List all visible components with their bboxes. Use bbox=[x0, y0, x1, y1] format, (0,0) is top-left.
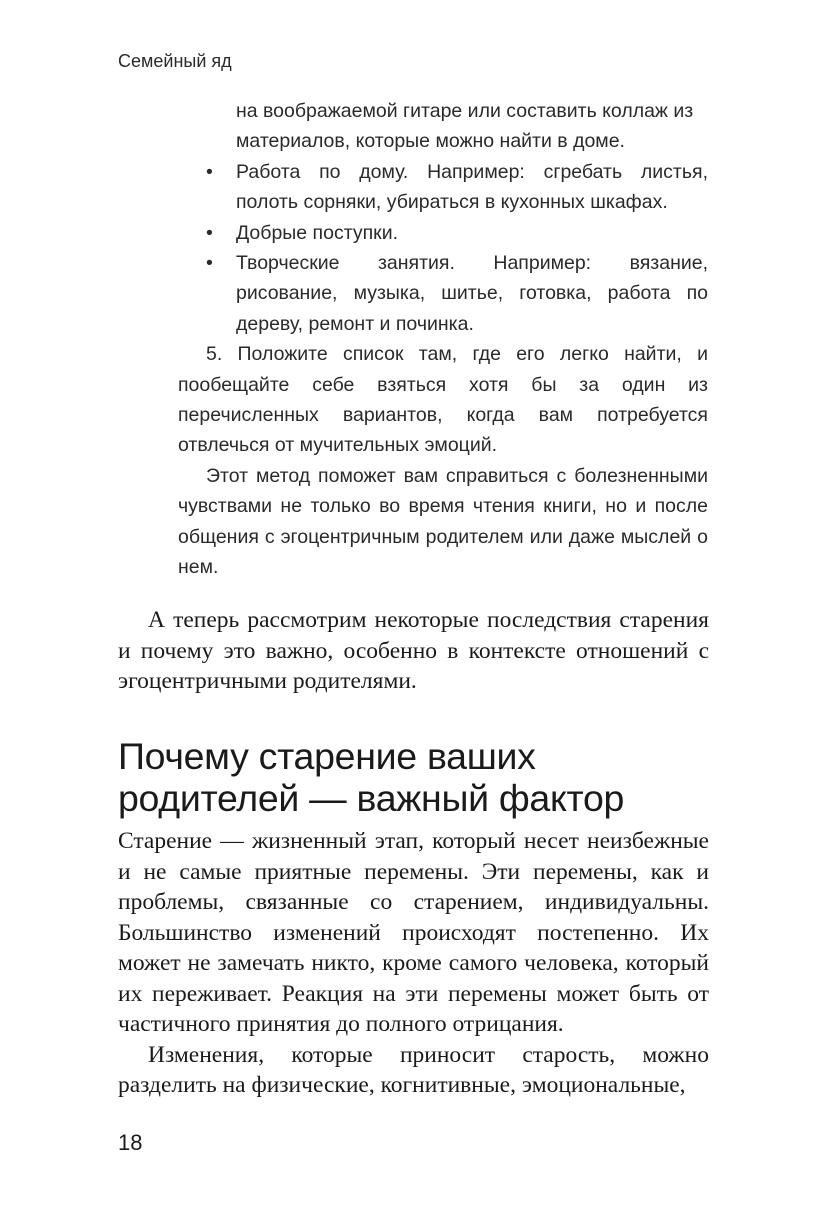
section-body bbox=[118, 826, 709, 1101]
list-item-text: Работа по дому. Например: сгребать листья, полоть сорняки, убираться в кухонных шкафах. bbox=[236, 160, 708, 214]
continuation-line: материалов, которые можно найти в доме. bbox=[236, 130, 625, 153]
exercise-step-5: 5. Положите список там, где его легко найти, и пообещайте себе взяться хотя бы за один из перечисленных вариантов, когда вам потребуется отвлечься от мучительных эмоций. bbox=[178, 343, 708, 457]
exercise-bullet-list bbox=[178, 157, 708, 339]
list-item-text: Творческие занятия. Например: вязание, рисование, музыка, шитье, готовка, работа по дереву, ремонт и починка. bbox=[236, 252, 708, 335]
exercise-box bbox=[178, 96, 708, 583]
body-paragraph: Изменения, которые приносит старость, можно разделить на физические, когнитивные, эмоциональные, bbox=[118, 1041, 709, 1098]
section-heading: Почему старение ваших родителей — важный фактор bbox=[118, 735, 625, 819]
bullet-icon: • bbox=[206, 160, 213, 183]
body-paragraph: Старение — жизненный этап, который несет неизбежные и не самые приятные перемены. Эти перемены, как и проблемы, связанные со старением, индивидуальны. Большинство изменений происходят постепенно. Их может не замечать никто, кроме самого человека, который их переживает. Реакция на эти перемены может быть от частичного принятия до полного отрицания. bbox=[118, 828, 709, 1037]
running-header: Семейный яд bbox=[118, 51, 232, 71]
bullet-icon: • bbox=[206, 252, 213, 275]
exercise-note: Этот метод поможет вам справиться с болезненными чувствами не только во время чтения книги, но и после общения с эгоцентричным родителем или даже мыслей о нем. bbox=[178, 464, 708, 579]
intro-paragraph: А теперь рассмотрим некоторые последствия старения и почему это важно, особенно в контексте отношений с эгоцентричными родителями. bbox=[118, 607, 709, 694]
continuation-line: на воображаемой гитаре или составить коллаж из bbox=[236, 100, 694, 122]
bullet-icon: • bbox=[206, 221, 213, 244]
list-item bbox=[178, 218, 708, 248]
intro-text bbox=[118, 605, 709, 697]
page-number: 18 bbox=[118, 1130, 143, 1155]
list-item bbox=[178, 248, 708, 339]
list-item-text: Добрые поступки. bbox=[236, 221, 399, 244]
list-item bbox=[178, 157, 708, 218]
exercise-continuation bbox=[178, 96, 708, 157]
